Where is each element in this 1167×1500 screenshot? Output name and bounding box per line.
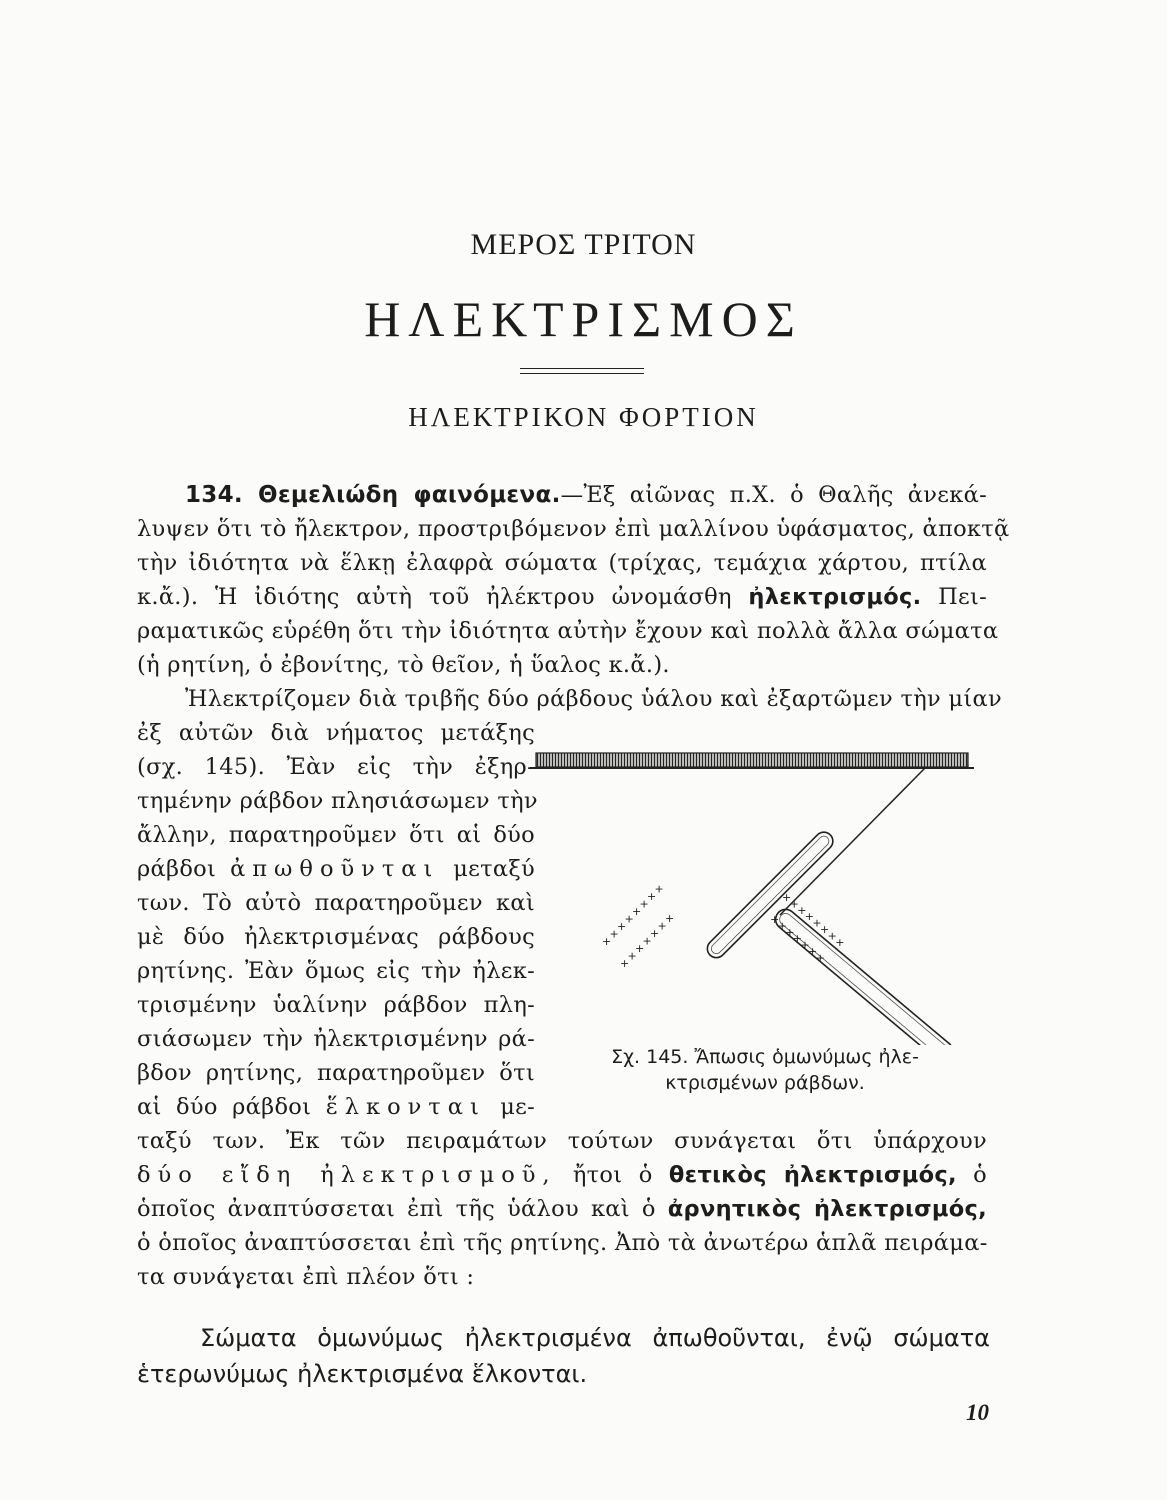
plus-charge-icon: + xyxy=(602,935,612,948)
text-line: ἐξ αὐτῶν διὰ νήματος μετάξης xyxy=(137,720,535,746)
plus-charge-icon: + xyxy=(770,913,780,926)
plus-charge-icon: + xyxy=(609,927,619,941)
plus-charge-icon: + xyxy=(620,957,630,970)
text-line: δύο εἴδη ἠλεκτρισμοῦ, ἤτοι ὁ θετικὸς ἠλεκτρισμός, ὁ xyxy=(137,1162,988,1188)
text-line: (ἡ ρητίνη, ὁ ἐβονίτης, τὸ θεῖον, ἡ ὕαλος κ.ἄ.). xyxy=(137,652,670,678)
suspended-glass-rod xyxy=(704,828,837,961)
text-line: λυψεν ὅτι τὸ ἤλεκτρον, προστριβόμενον ἐπὶ μαλλίνου ὑφάσματος, ἀποκτᾷ xyxy=(137,516,1010,542)
text-line: (σχ. 145). Ἐὰν εἰς τὴν ἐξηρ- xyxy=(137,754,535,780)
text-line: τρισμένην ὑαλίνην ράβδον πλη- xyxy=(137,992,535,1018)
text-line: βδον ρητίνης, παρατηροῦμεν ὅτι xyxy=(137,1060,535,1086)
support-bar xyxy=(530,753,974,768)
plus-charge-icon: + xyxy=(792,932,803,946)
plus-charge-icon: + xyxy=(785,925,795,939)
plus-charge-icon: + xyxy=(632,905,642,918)
text-line: τὴν ἰδιότητα νὰ ἕλκῃ ἐλαφρὰ σώματα (τρίχας, τεμάχια χάρτου, πτίλα xyxy=(137,550,987,576)
law-statement-line: ἑτερωνύμως ἠλεκτρισμένα ἕλκονται. xyxy=(137,1360,588,1388)
text-line: μὲ δύο ἠλεκτρισμένας ράβδους xyxy=(137,924,535,950)
plus-charge-icon: + xyxy=(777,919,787,933)
plus-charge-icon: + xyxy=(617,920,627,933)
text-line: 134. Θεμελιώδη φαινόμενα.—Ἐξ αἰῶνας π.Χ. ὁ Θαλῆς ἀνεκά- xyxy=(185,482,987,508)
text-line: ράβδοι ἀπωθοῦνται μεταξύ xyxy=(137,856,536,882)
charge-markers xyxy=(602,883,844,971)
text-line: αἱ δύο ράβδοι ἕλκονται με- xyxy=(137,1094,535,1120)
emphasized-term: ἠλεκτρισμός. xyxy=(748,584,922,610)
plus-charge-icon: + xyxy=(789,897,799,911)
silk-thread xyxy=(780,768,925,915)
plus-charge-icon: + xyxy=(835,935,845,949)
text-line: ἄλλην, παρατηροῦμεν ὅτι αἱ δύο xyxy=(137,822,535,848)
text-line: ραματικῶς εὑρέθη ὅτι τὴν ἰδιότητα αὐτὴν ἔχουν καὶ πολλὰ ἄλλα σώματα xyxy=(137,618,999,644)
text-line: Ἠλεκτρίζομεν διὰ τριβῆς δύο ράβδους ὑάλου καὶ ἐξαρτῶμεν τὴν μίαν xyxy=(185,686,1002,712)
plus-charge-icon: + xyxy=(820,923,830,936)
title-rule-double xyxy=(520,373,644,374)
emphasized-term: θετικὸς ἠλεκτρισμός, xyxy=(668,1162,957,1188)
plus-charge-icon: + xyxy=(800,938,810,952)
figure-repelling-rods xyxy=(530,745,990,1045)
plus-charge-icon: + xyxy=(827,929,837,943)
plus-charge-icon: + xyxy=(797,903,807,917)
plus-charge-icon: + xyxy=(627,949,637,963)
text-line: τα συνάγεται ἐπὶ πλέον ὅτι : xyxy=(137,1264,475,1290)
text-line: σιάσωμεν τὴν ἠλεκτρισμένην ρά- xyxy=(137,1026,535,1052)
spaced-term: ἀπωθοῦνται xyxy=(230,856,440,882)
plus-charge-icon: + xyxy=(665,912,675,925)
plus-charge-icon: + xyxy=(624,912,634,926)
title-rule xyxy=(520,368,644,369)
plus-charge-icon: + xyxy=(804,910,815,924)
plus-charge-icon: + xyxy=(782,891,792,904)
section-subtitle: ΗΛΕΚΤΡΙΚΟΝ ΦΟΡΤΙΟΝ xyxy=(408,402,759,432)
figure-caption: Σχ. 145. Ἄπωσις ὁμωνύμως ἠλε- κτρισμένων ράβδων. xyxy=(611,1046,919,1094)
spaced-term: ἕλκονται xyxy=(325,1094,486,1120)
text-line: ταξύ των. Ἐκ τῶν πειραμάτων τούτων συνάγεται ὅτι ὑπάρχουν xyxy=(137,1128,987,1154)
text-line: ρητίνης. Ἐὰν ὅμως εἰς τὴν ἠλεκ- xyxy=(137,958,535,984)
plus-charge-icon: + xyxy=(639,897,649,911)
plus-charge-icon: + xyxy=(647,890,657,903)
plus-charge-icon: + xyxy=(654,882,664,896)
law-statement-line: Σώματα ὁμωνύμως ἠλεκτρισμένα ἀπωθοῦνται, ἐνῷ σώματα xyxy=(200,1324,990,1352)
text-line: ὁποῖος ἀναπτύσσεται ἐπὶ τῆς ὑάλου καὶ ὁ ἀρνητικὸς ἠλεκτρισμός, xyxy=(137,1196,987,1222)
spaced-term: δύο εἴδη ἠλεκτρισμοῦ, xyxy=(137,1162,557,1188)
text-line: τημένην ράβδον πλησιάσωμεν τὴν xyxy=(137,788,538,814)
text-line: κ.ἄ.). Ἡ ἰδιότης αὐτὴ τοῦ ἠλέκτρου ὠνομάσθη ἠλεκτρισμός. Πει- xyxy=(137,584,988,610)
part-title: ΜΕΡΟΣ ΤΡΙΤΟΝ xyxy=(470,228,697,261)
page-number: 10 xyxy=(966,1400,989,1425)
chapter-title: ΗΛΕΚΤΡΙΣΜΟΣ xyxy=(364,291,803,347)
text-line: των. Τὸ αὐτὸ παρατηροῦμεν καὶ xyxy=(137,890,535,916)
plus-charge-icon: + xyxy=(815,951,825,965)
plus-charge-icon: + xyxy=(808,945,818,958)
handheld-glass-rod xyxy=(772,905,957,1045)
section-heading: 134. Θεμελιώδη φαινόμενα. xyxy=(185,482,561,508)
plus-charge-icon: + xyxy=(635,942,645,955)
plus-charge-icon: + xyxy=(657,919,667,933)
plus-charge-icon: + xyxy=(650,927,660,940)
plus-charge-icon: + xyxy=(642,934,652,948)
text-line: ὁ ὁποῖος ἀναπτύσσεται ἐπὶ τῆς ρητίνης. Ἀπὸ τὰ ἀνωτέρω ἁπλᾶ πειράμα- xyxy=(137,1230,988,1256)
plus-charge-icon: + xyxy=(812,916,822,930)
emphasized-term: ἀρνητικὸς ἠλεκτρισμός, xyxy=(667,1196,987,1222)
